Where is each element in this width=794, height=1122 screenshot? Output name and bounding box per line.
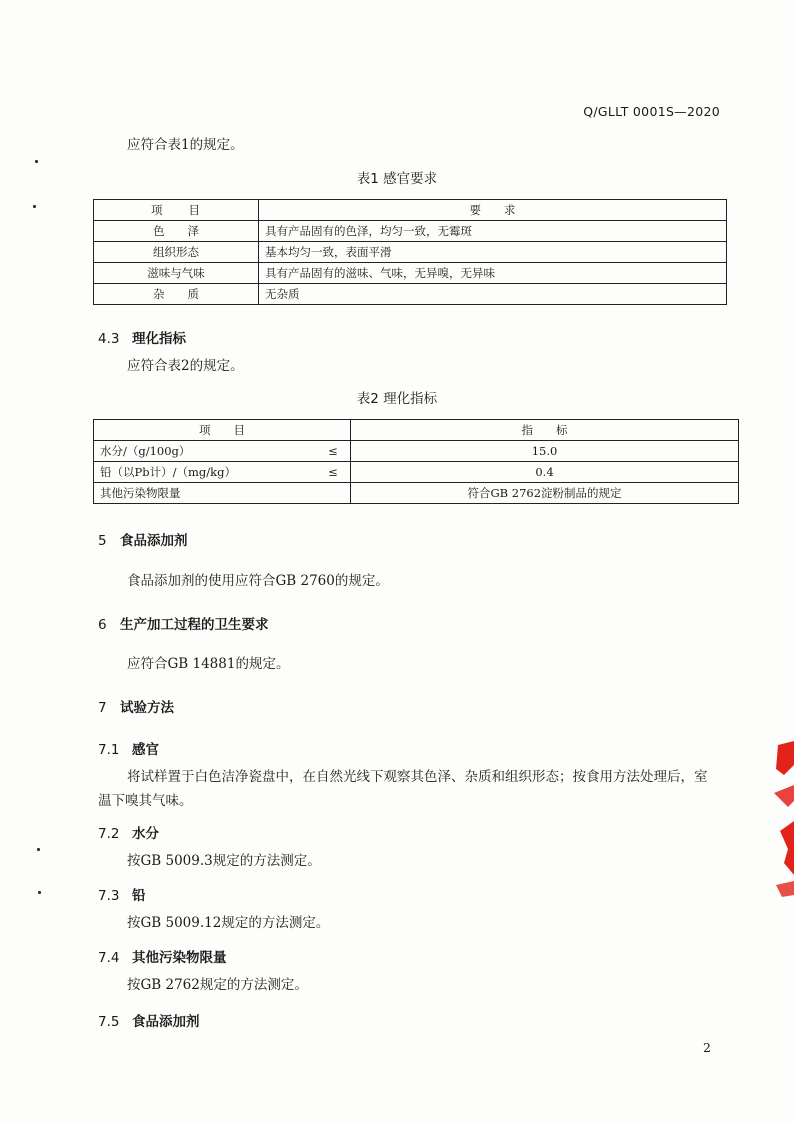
table-cell-item: 其他污染物限量 xyxy=(94,483,351,504)
section-5-text: 食品添加剂的使用应符合GB 2760的规定。 xyxy=(127,573,389,589)
section-7-1-text-line2: 温下嗅其气味。 xyxy=(98,793,193,809)
section-title: 食品添加剂 xyxy=(120,533,188,549)
section-7-4-text: 按GB 2762规定的方法测定。 xyxy=(127,977,308,993)
table-header-row xyxy=(94,200,727,221)
table-header-cell: 要 求 xyxy=(259,200,727,221)
table-cell-item: 组织形态 xyxy=(94,242,259,263)
table-cell-item: 滋味与气味 xyxy=(94,263,259,284)
seal-fragment xyxy=(774,785,794,807)
scan-speck xyxy=(35,160,38,163)
table-row xyxy=(94,263,727,284)
section-7-1-text-line1: 将试样置于白色洁净瓷盘中，在自然光线下观察其色泽、杂质和组织形态；按食用方法处理后，室 xyxy=(127,769,708,785)
seal-fragment xyxy=(780,821,794,875)
section-heading-4-3 xyxy=(98,327,186,347)
seal-fragment xyxy=(776,881,794,897)
table-row xyxy=(94,441,739,462)
table-cell-item: 色 泽 xyxy=(94,221,259,242)
table-cell-item: 水分/（g/100g） xyxy=(94,441,317,462)
table-header-cell: 指 标 xyxy=(351,420,739,441)
scan-speck xyxy=(33,205,36,208)
section-heading-7-5 xyxy=(98,1010,200,1030)
table-cell-requirement: 基本均匀一致，表面平滑 xyxy=(259,242,727,263)
table-header-cell xyxy=(94,200,259,221)
table-cell-value: 15.0 xyxy=(351,441,739,462)
table-header-cell: 项 目 xyxy=(94,420,351,441)
section-number: 7.5 xyxy=(98,1014,120,1030)
table-cell-requirement: 具有产品固有的色泽，均匀一致，无霉斑 xyxy=(259,221,727,242)
table-cell-requirement: 无杂质 xyxy=(259,284,727,305)
sensory-requirements-table xyxy=(93,199,727,305)
section-heading-7 xyxy=(98,696,174,716)
document-code: Q/GLLT 0001S—2020 xyxy=(583,104,720,119)
section-number: 7.3 xyxy=(98,888,120,904)
section-number: 7.4 xyxy=(98,950,120,966)
section-title: 试验方法 xyxy=(120,700,174,716)
section-heading-7-4 xyxy=(98,946,227,966)
table-cell-requirement: 具有产品固有的滋味、气味，无异嗅，无异味 xyxy=(259,263,727,284)
scan-speck xyxy=(37,848,40,851)
section-7-2-text: 按GB 5009.3规定的方法测定。 xyxy=(127,853,321,869)
page-number: 2 xyxy=(703,1040,711,1055)
header-item-label: 项 目 xyxy=(151,203,201,217)
table-row xyxy=(94,221,727,242)
section-heading-7-1 xyxy=(98,738,159,758)
section-title: 理化指标 xyxy=(132,331,186,347)
seal-fragment xyxy=(776,741,794,775)
section-number: 4.3 xyxy=(98,331,120,347)
table-cell-item: 铅（以Pb计）/（mg/kg） xyxy=(94,462,317,483)
section-title: 食品添加剂 xyxy=(132,1014,200,1030)
table-cell-operator: ≤ xyxy=(316,462,351,483)
table2-intro: 应符合表2的规定。 xyxy=(127,358,244,374)
section-heading-7-2 xyxy=(98,822,159,842)
seal-stamp-partial xyxy=(764,735,794,905)
table-header-row xyxy=(94,420,739,441)
table-row xyxy=(94,462,739,483)
section-number: 5 xyxy=(98,533,107,549)
section-heading-7-3 xyxy=(98,884,146,904)
section-title: 水分 xyxy=(132,826,159,842)
section-title: 感官 xyxy=(132,742,159,758)
table-cell-operator: ≤ xyxy=(316,441,351,462)
table2-caption: 表2 理化指标 xyxy=(356,391,438,407)
table1-caption: 表1 感官要求 xyxy=(356,171,438,187)
scan-speck xyxy=(38,891,41,894)
section-number: 6 xyxy=(98,617,107,633)
physicochemical-table xyxy=(93,419,739,504)
table-row xyxy=(94,242,727,263)
section-7-3-text: 按GB 5009.12规定的方法测定。 xyxy=(127,915,330,931)
section-heading-5 xyxy=(98,529,188,549)
section-number: 7.2 xyxy=(98,826,120,842)
table-cell-value: 0.4 xyxy=(351,462,739,483)
section-number: 7.1 xyxy=(98,742,120,758)
section-6-text: 应符合GB 14881的规定。 xyxy=(127,656,290,672)
table-row xyxy=(94,284,727,305)
section-title: 铅 xyxy=(132,888,146,904)
table-row xyxy=(94,483,739,504)
table-cell-item: 杂 质 xyxy=(94,284,259,305)
section-number: 7 xyxy=(98,700,107,716)
section-title: 其他污染物限量 xyxy=(132,950,227,966)
section-title: 生产加工过程的卫生要求 xyxy=(120,617,269,633)
section-heading-6 xyxy=(98,613,269,633)
table1-intro: 应符合表1的规定。 xyxy=(127,137,244,153)
table-cell-value: 符合GB 2762淀粉制品的规定 xyxy=(351,483,739,504)
